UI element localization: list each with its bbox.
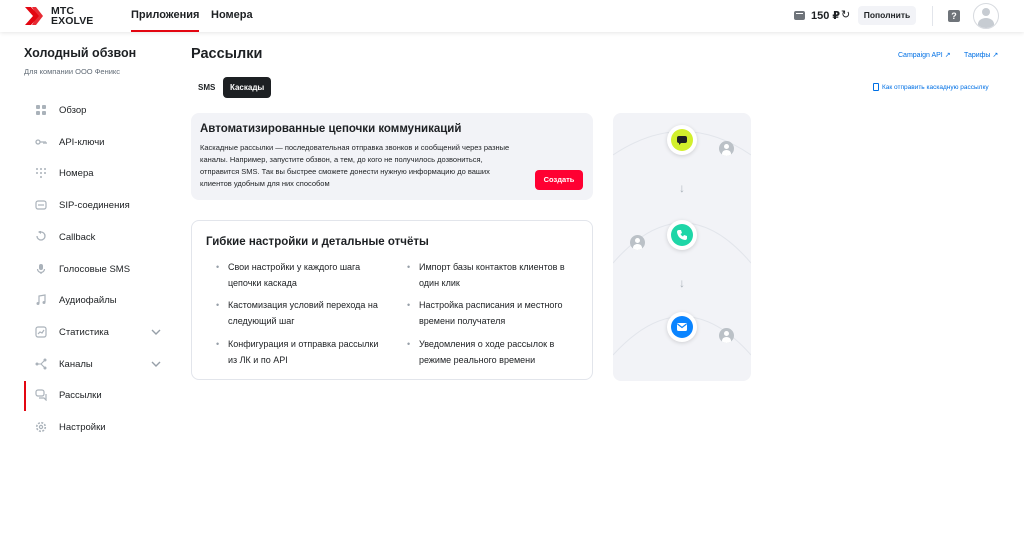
logo-text [51,6,93,26]
sidebar-item-label: Статистика [59,327,109,338]
sidebar-item-mailings[interactable] [24,381,170,411]
arrow-down-icon: ↓ [679,276,685,290]
tab-cascades[interactable]: Каскады [223,77,271,98]
sidebar-item-label: Настройки [59,422,106,433]
wallet-icon [794,11,805,20]
sidebar-item-statistics[interactable] [24,318,170,348]
mail-icon [671,316,693,338]
music-icon [35,294,47,306]
chart-icon [35,326,47,338]
channels-icon [35,358,47,370]
sidebar-item-label: Callback [59,232,96,243]
step-mail-node [667,312,697,342]
page-title: Рассылки [191,46,263,62]
chevron-down-icon[interactable] [150,358,162,370]
campaign-api-link[interactable]: Campaign API ↗ [898,52,951,59]
logo-line2: EXOLVE [51,15,94,27]
logo-line1: МТС [51,5,75,17]
cascade-intro-card [191,113,593,200]
recipient-icon [719,141,734,156]
features-card [191,220,593,380]
tab-applications[interactable]: Приложения [131,0,199,32]
user-avatar[interactable] [973,3,999,29]
sidebar-item-audio[interactable] [24,286,170,316]
project-title: Холодный обзвон [24,46,137,60]
sidebar-item-numbers[interactable] [24,159,170,189]
logo-mark-icon [24,6,44,26]
sidebar-item-overview[interactable] [24,96,170,126]
document-icon [873,83,879,91]
chat-icon [35,389,47,401]
mts-exolve-logo[interactable] [24,6,93,26]
tariffs-link[interactable]: Тарифы ↗ [964,52,999,59]
arrow-down-icon: ↓ [679,181,685,195]
card-title: Гибкие настройки и детальные отчёты [206,236,429,248]
sidebar-item-api-keys[interactable] [24,128,170,158]
sidebar-item-label: Рассылки [59,390,102,401]
cascade-guide-label: Как отправить каскадную рассылку [882,83,989,91]
chevron-down-icon[interactable] [150,326,162,338]
sidebar-item-label: Номера [59,168,94,179]
cascade-illustration [613,113,751,381]
step-message-node [667,125,697,155]
tab-numbers[interactable]: Номера [211,9,253,21]
help-icon[interactable]: ? [948,10,960,22]
feature-item: • Конфигурация и отправка рассылки из ЛК и по API [216,337,388,368]
mic-icon [35,263,47,275]
grid-icon [35,104,47,116]
mail-step-circle [671,316,693,338]
card-description: Каскадные рассылки — последовательная отправка звонков и сообщений через разные каналы. Например, запустите обзвон, а тем, до кого не получилось дозвониться, отправится SMS. Так вы быстрее сможете донести нужную информацию до ваших клиентов удобным для них способом [200,143,510,188]
phone-icon [671,224,693,246]
sidebar-item-voice-sms[interactable] [24,255,170,285]
recipient-icon [630,235,645,250]
sidebar-item-callback[interactable] [24,223,170,253]
top-header [0,0,1024,32]
topup-button[interactable]: Пополнить [858,6,916,25]
refresh-balance-icon[interactable]: ↻ [841,9,851,21]
feature-item: • Настройка расписания и местного времени получателя [407,298,579,329]
create-button[interactable]: Создать [535,170,583,190]
sidebar-item-label: API-ключи [59,137,105,148]
phone-step-circle [671,224,693,246]
message-step-circle [671,129,693,151]
feature-item: • Уведомления о ходе рассылок в режиме реального времени [407,337,579,368]
feature-item: • Импорт базы контактов клиентов в один клик [407,260,579,291]
cascade-guide-link[interactable] [873,83,989,91]
sidebar-item-sip[interactable] [24,191,170,221]
gear-icon [35,421,47,433]
sidebar-item-label: Голосовые SMS [59,264,131,275]
sidebar-item-channels[interactable] [24,350,170,380]
balance-amount: 150 ₽ [811,10,841,22]
message-icon [671,129,693,151]
card-title: Автоматизированные цепочки коммуникаций [200,123,462,135]
sidebar-item-label: Аудиофайлы [59,295,117,306]
dialpad-icon [35,167,47,179]
step-phone-node [667,220,697,250]
sidebar-item-label: SIP-соединения [59,200,130,211]
sip-icon [35,199,47,211]
key-icon [35,136,47,148]
callback-icon [35,231,47,243]
feature-item: • Кастомизация условий перехода на следующий шаг [216,298,388,329]
header-divider [932,6,933,26]
sidebar-item-label: Обзор [59,105,87,116]
sidebar-item-label: Каналы [59,359,93,370]
recipient-icon [719,328,734,343]
sidebar-item-settings[interactable] [24,413,170,443]
feature-item: • Свои настройки у каждого шага цепочки каскада [216,260,388,291]
tab-sms[interactable]: SMS [198,83,216,92]
company-name: Для компании ООО Феникс [24,67,121,76]
